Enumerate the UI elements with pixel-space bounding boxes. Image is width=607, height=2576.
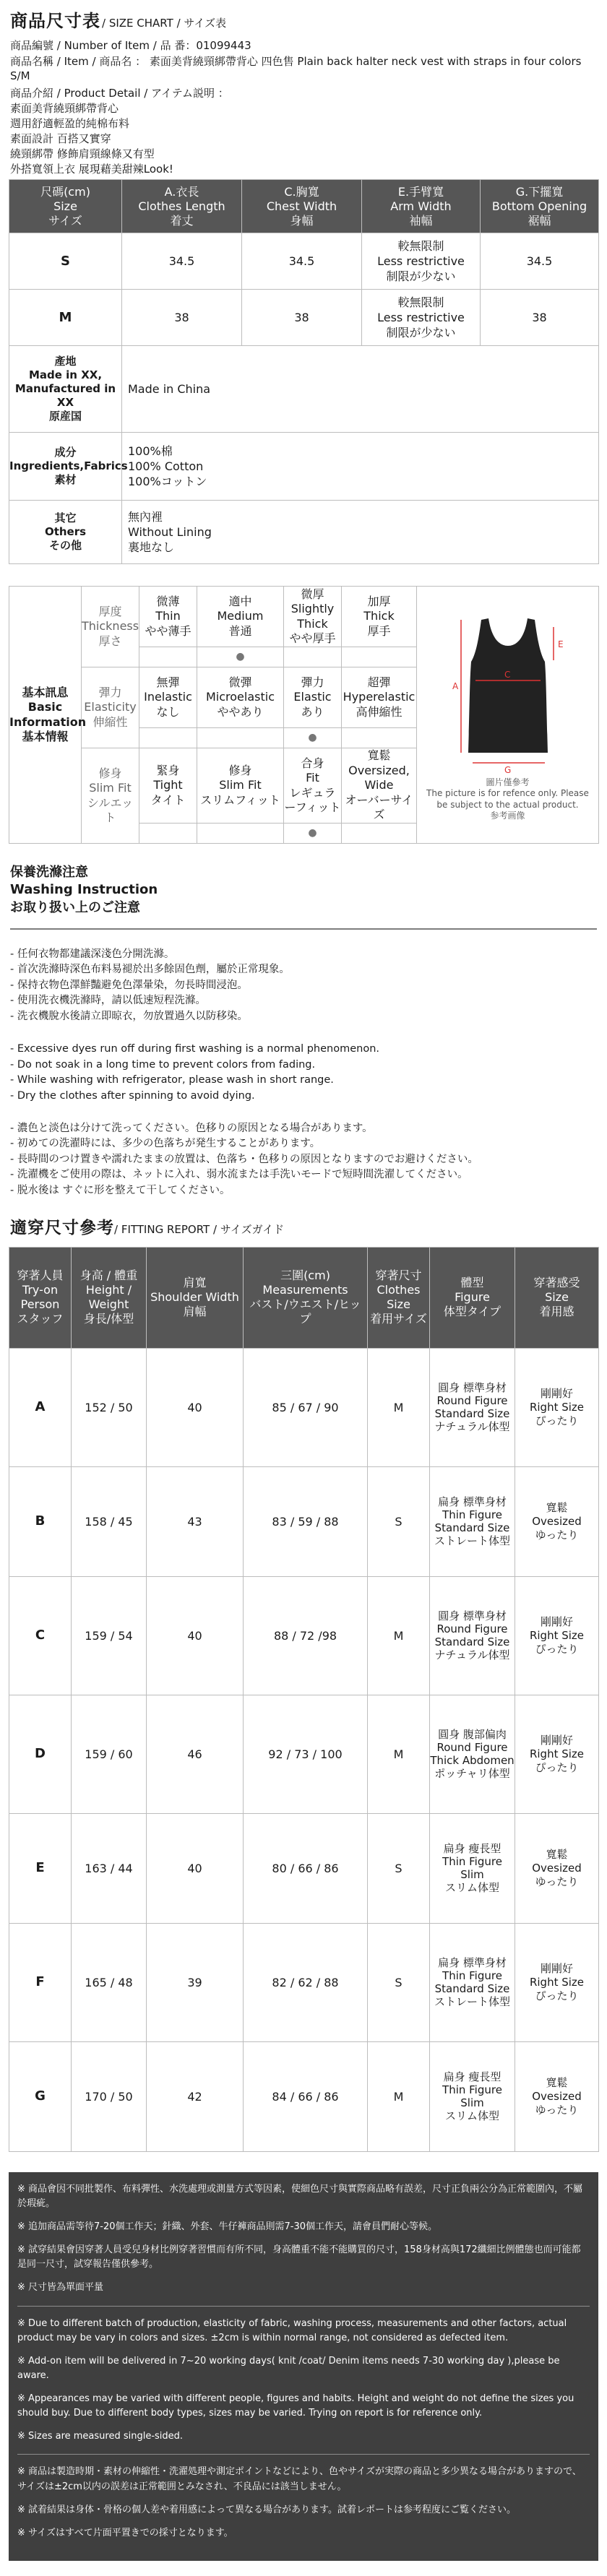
thickness-label: 厚度 Thickness 厚さ bbox=[82, 587, 139, 667]
fitting-figure: 扁身 標準身材 Thin Figure Standard Size ストレート体型 bbox=[430, 1923, 515, 2041]
fitting-person: C bbox=[9, 1576, 72, 1695]
thickness-option: 微厚 Slightly Thick やや厚手 bbox=[284, 587, 342, 647]
size-chart-title bbox=[10, 10, 598, 33]
ingredients-value: 100%棉 100% Cotton 100%コットン bbox=[122, 433, 599, 501]
selected-dot: ● bbox=[197, 647, 284, 667]
basic-info-table bbox=[9, 586, 599, 844]
fitting-measurements: 88 / 72 /98 bbox=[244, 1576, 368, 1695]
size-arm: 較無限制 Less restrictive 制限が少ない bbox=[362, 290, 481, 346]
washing-zh: - 任何衣物都建議深淺色分開洗滌。 - 首次洗滌時深色布料易褪於出多餘固色劑，屬於正常現象。 - 保持衣物色澤鮮豔避免色澤暈染，勿長時間浸泡。 - 使用洗衣機洗滌時，請以低速短程洗滌。 - 洗衣機脫水後請立即晾衣，勿放置過久以防移染。 bbox=[10, 948, 290, 1022]
elasticity-option: 彈力 Elastic あり bbox=[284, 667, 342, 728]
product-detail bbox=[10, 86, 598, 177]
fitting-figure: 圓身 腹部偏肉 Round Figure Thick Abdomen ポッチャリ体型 bbox=[430, 1695, 515, 1813]
fitting-row bbox=[9, 1348, 599, 1466]
fitting-height-weight: 165 / 48 bbox=[72, 1923, 147, 2041]
divider bbox=[17, 2454, 590, 2455]
ingredients-row bbox=[9, 433, 599, 501]
washing-en: - Excessive dyes run off during first washing is a normal phenomenon. - Do not soak in a long time to prevent colors from fading. - While washing with refrigerator, please wash in short range. - Dry the clothes after spinning to avoid dying. bbox=[10, 1043, 379, 1102]
notes-en: ※ Due to different batch of production, elasticity of fabric, washing process, measurements and other factors, actual product may be vary in colors and sizes. ±2cm is within normal range, not considered as defected item. ※ Add-on item will be delivered in 7~20 working days( knit /coat/ Denim items needs 7-30 working day ),please be aware. ※ Appearances may be varied with different people, figures and habits. Height and weight do not define the sizes you should buy. Due to different body types, sizes may be varied. Trying on report is for reference only. ※ Sizes are measured single-sided. bbox=[17, 2317, 574, 2442]
svg-text:G: G bbox=[504, 764, 511, 774]
product-detail-line: 繞頸綁帶 修飾肩頸線條又有型 bbox=[10, 147, 155, 161]
fitting-feel: 剛剛好 Right Size ぴったり bbox=[515, 1348, 599, 1466]
origin-label: 產地 Made in XX, Manufactured in XX 原産国 bbox=[9, 346, 122, 433]
header-chest: C.胸寬 Chest Width 身幅 bbox=[242, 180, 362, 233]
fitting-feel: 寬鬆 Ovesized ゆったり bbox=[515, 1813, 599, 1923]
elasticity-label: 彈力 Elasticity 伸縮性 bbox=[82, 667, 139, 748]
fitting-figure: 扁身 瘦長型 Thin Figure Slim スリム体型 bbox=[430, 2041, 515, 2151]
header-measurements: 三圍(cm) Measurements バスト/ウエスト/ヒップ bbox=[244, 1247, 368, 1348]
size-row-s bbox=[9, 233, 599, 290]
fitting-figure: 扁身 瘦長型 Thin Figure Slim スリム体型 bbox=[430, 1813, 515, 1923]
size-row-m bbox=[9, 290, 599, 346]
fitting-row bbox=[9, 1923, 599, 2041]
size-arm: 較無限制 Less restrictive 制限が少ない bbox=[362, 233, 481, 290]
selected-dot: ● bbox=[284, 824, 342, 844]
selected-dot: ● bbox=[284, 728, 342, 748]
fitting-person: A bbox=[9, 1348, 72, 1466]
fitting-feel: 剛剛好 Right Size ぴったり bbox=[515, 1576, 599, 1695]
fitting-table bbox=[9, 1247, 599, 2152]
fitting-height-weight: 159 / 60 bbox=[72, 1695, 147, 1813]
fitting-height-weight: 159 / 54 bbox=[72, 1576, 147, 1695]
fitting-person: F bbox=[9, 1923, 72, 2041]
size-table bbox=[9, 179, 599, 564]
washing-section bbox=[0, 864, 607, 1198]
fitting-row bbox=[9, 1576, 599, 1695]
fitting-height-weight: 163 / 44 bbox=[72, 1813, 147, 1923]
fitting-clothes-size: M bbox=[368, 1576, 430, 1695]
fitting-shoulder: 40 bbox=[147, 1576, 244, 1695]
fitting-row bbox=[9, 1813, 599, 1923]
garment-diagram bbox=[417, 587, 599, 844]
svg-text:E: E bbox=[557, 639, 564, 649]
fitting-person: B bbox=[9, 1466, 72, 1576]
fitting-feel: 寬鬆 Ovesized ゆったり bbox=[515, 1466, 599, 1576]
fitting-title bbox=[0, 1217, 607, 1239]
size-length: 34.5 bbox=[122, 233, 242, 290]
fitting-height-weight: 152 / 50 bbox=[72, 1348, 147, 1466]
size-bottom: 38 bbox=[481, 290, 599, 346]
fitting-title-sub: / FITTING REPORT / サイズガイド bbox=[114, 1223, 285, 1237]
svg-text:A: A bbox=[452, 680, 458, 691]
ingredients-label: 成分 Ingredients,Fabrics 素材 bbox=[9, 433, 122, 501]
svg-text:C: C bbox=[504, 669, 510, 680]
fitting-measurements: 84 / 66 / 86 bbox=[244, 2041, 368, 2151]
fitting-measurements: 80 / 66 / 86 bbox=[244, 1813, 368, 1923]
fitting-clothes-size: M bbox=[368, 2041, 430, 2151]
item-name: 商品名稱 / Item / 商品名 ： 素面美背繞頸綁帶背心 四色售 Plain back halter neck vest with straps in four colors S/M bbox=[10, 55, 582, 83]
basic-info-label: 基本訊息 Basic Information 基本情報 bbox=[9, 587, 82, 844]
fit-option: 緊身 Tight タイト bbox=[139, 748, 197, 824]
washing-title: 保養洗滌注意 Washing Instruction お取り扱い上のご注意 bbox=[10, 865, 158, 915]
fitting-row bbox=[9, 1466, 599, 1576]
header-arm: E.手臂寬 Arm Width 袖幅 bbox=[362, 180, 481, 233]
fitting-person: G bbox=[9, 2041, 72, 2151]
header-figure: 體型 Figure 体型タイプ bbox=[430, 1247, 515, 1348]
size-length: 38 bbox=[122, 290, 242, 346]
notes-zh: ※ 商品會因不同批製作、布料彈性、水洗處理或測量方式等因素，使細色尺寸與實際商品略有誤差，尺寸正負兩公分為正常範圍內，不屬於瑕疵。 ※ 追加商品需等待7-20個工作天；針織、外套、牛仔褲商品則需7-30個工作天，請會員們耐心等候。 ※ 試穿結果會因穿著人員受兒身材比例穿著習慣而有所不同，身高體重不能不能購買的尺寸，158身材高與172纖細比例體態也而可能都是同一尺寸，試穿報告僅供參考。 ※ 尺寸皆為單面平量 bbox=[17, 2183, 583, 2294]
fit-option: 修身 Slim Fit スリムフィット bbox=[197, 748, 284, 824]
size-chest: 38 bbox=[242, 290, 362, 346]
item-number: 商品編號 / Number of Item / 品 番：01099443 bbox=[10, 38, 251, 52]
header-bottom: G.下擺寬 Bottom Opening 裾幅 bbox=[481, 180, 599, 233]
fitting-body bbox=[9, 1348, 599, 2151]
fitting-measurements: 82 / 62 / 88 bbox=[244, 1923, 368, 2041]
size-chest: 34.5 bbox=[242, 233, 362, 290]
divider bbox=[17, 2306, 590, 2307]
fitting-measurements: 85 / 67 / 90 bbox=[244, 1348, 368, 1466]
fitting-shoulder: 40 bbox=[147, 1348, 244, 1466]
diagram-note: 圖片僅參考 The picture is for refence only. Please be subject to the actual product. 参考画像 bbox=[426, 777, 589, 821]
size-chart-header bbox=[0, 0, 607, 177]
size-chart-title-main: 商品尺寸表 bbox=[10, 11, 100, 31]
fitting-figure: 圓身 標準身材 Round Figure Standard Size ナチュラル体型 bbox=[430, 1576, 515, 1695]
notes-panel bbox=[9, 2172, 598, 2561]
header-person: 穿著人員 Try-on Person スタッフ bbox=[9, 1247, 72, 1348]
fitting-measurements: 92 / 73 / 100 bbox=[244, 1695, 368, 1813]
product-detail-line: 外搭寬領上衣 展現藉美甜辣Look! bbox=[10, 163, 173, 176]
header-height-weight: 身高 / 體重 Height / Weight 身長/体型 bbox=[72, 1247, 147, 1348]
washing-ja: - 濃色と淡色は分けて洗ってください。色移りの原因となる場合があります。 - 初めての洗濯時には、多少の色落ちが発生することがあります。 - 長時間のつけ置きや濡れたままの放置は、色落ち・色移りの原因となりますのでお避けください。 - 洗濯機をご使用の際は、ネットに入れ、弱水流または手洗いモードで短時間洗濯してください。 - 脱水後は すぐに形を整えて干してください。 bbox=[10, 1123, 478, 1196]
fit-option: 寬鬆 Oversized, Wide オーバーサイズ bbox=[342, 748, 417, 824]
divider bbox=[10, 928, 597, 930]
fit-option: 合身 Fit レギュラーフィット bbox=[284, 748, 342, 824]
others-row bbox=[9, 501, 599, 564]
fitting-height-weight: 170 / 50 bbox=[72, 2041, 147, 2151]
header-feel: 穿著感受 Size 着用感 bbox=[515, 1247, 599, 1348]
elasticity-option: 無彈 Inelastic なし bbox=[139, 667, 197, 728]
elasticity-option: 微彈 Microelastic ややあり bbox=[197, 667, 284, 728]
fitting-clothes-size: S bbox=[368, 1813, 430, 1923]
fitting-height-weight: 158 / 45 bbox=[72, 1466, 147, 1576]
size-label: S bbox=[9, 233, 122, 290]
origin-value: Made in China bbox=[122, 346, 599, 433]
header-size: 尺碼(cm) Size サイズ bbox=[9, 180, 122, 233]
header-clothes-size: 穿著尺寸 Clothes Size 着用サイズ bbox=[368, 1247, 430, 1348]
tank-top-diagram-icon bbox=[432, 608, 584, 774]
product-detail-line: 素面美背繞頸綁帶背心 bbox=[10, 102, 119, 116]
thickness-option: 微薄 Thin やや薄手 bbox=[139, 587, 197, 647]
fitting-measurements: 83 / 59 / 88 bbox=[244, 1466, 368, 1576]
fitting-header bbox=[9, 1247, 599, 1348]
thickness-row bbox=[9, 587, 599, 647]
fitting-row bbox=[9, 1695, 599, 1813]
size-bottom: 34.5 bbox=[481, 233, 599, 290]
others-label: 其它 Others その他 bbox=[9, 501, 122, 564]
notes-ja: ※ 商品は製造時期・素材の伸縮性・洗濯処理や測定ポイントなどにより、色やサイズが実際の商品と多少異なる場合がありますので、サイズは±2cm以内の誤差は正常範囲とみなされ、不良品には該当しません。 ※ 試着結果は身体・骨格の個人差や着用感によって異なる場合があります。試着レポートは参考程度にご覧ください。 ※ サイズはすべて片面平置きでの採寸となります。 bbox=[17, 2466, 582, 2538]
fitting-figure: 扁身 標準身材 Thin Figure Standard Size ストレート体型 bbox=[430, 1466, 515, 1576]
product-detail-line: 週用舒適輕盈的純棉布料 bbox=[10, 117, 130, 131]
fitting-clothes-size: S bbox=[368, 1466, 430, 1576]
fitting-feel: 剛剛好 Right Size ぴったり bbox=[515, 1695, 599, 1813]
fitting-feel: 剛剛好 Right Size ぴったり bbox=[515, 1923, 599, 2041]
fitting-feel: 寬鬆 Ovesized ゆったり bbox=[515, 2041, 599, 2151]
product-detail-heading: 商品介紹 / Product Detail / アイテム説明 ： bbox=[10, 87, 229, 100]
header-shoulder: 肩寬 Shoulder Width 肩幅 bbox=[147, 1247, 244, 1348]
fitting-title-main: 適穿尺寸參考 bbox=[10, 1219, 114, 1238]
elasticity-option: 超彈 Hyperelastic 高伸縮性 bbox=[342, 667, 417, 728]
header-length: A.衣長 Clothes Length 着丈 bbox=[122, 180, 242, 233]
fitting-shoulder: 46 bbox=[147, 1695, 244, 1813]
fitting-clothes-size: M bbox=[368, 1348, 430, 1466]
size-label: M bbox=[9, 290, 122, 346]
fitting-figure: 圓身 標準身材 Round Figure Standard Size ナチュラル体型 bbox=[430, 1348, 515, 1466]
fitting-person: E bbox=[9, 1813, 72, 1923]
fitting-clothes-size: S bbox=[368, 1923, 430, 2041]
fitting-row bbox=[9, 2041, 599, 2151]
fitting-person: D bbox=[9, 1695, 72, 1813]
fitting-shoulder: 40 bbox=[147, 1813, 244, 1923]
fit-label: 修身 Slim Fit シルエット bbox=[82, 748, 139, 844]
fitting-shoulder: 39 bbox=[147, 1923, 244, 2041]
size-chart-title-sub: / SIZE CHART / サイズ表 bbox=[102, 17, 227, 30]
thickness-option: 加厚 Thick 厚手 bbox=[342, 587, 417, 647]
fitting-shoulder: 42 bbox=[147, 2041, 244, 2151]
size-table-header bbox=[9, 180, 599, 233]
thickness-option: 適中 Medium 普通 bbox=[197, 587, 284, 647]
fitting-clothes-size: M bbox=[368, 1695, 430, 1813]
origin-row bbox=[9, 346, 599, 433]
fitting-shoulder: 43 bbox=[147, 1466, 244, 1576]
product-detail-line: 素面設計 百搭又實穿 bbox=[10, 132, 111, 146]
others-value: 無內裡 Without Lining 裏地なし bbox=[122, 501, 599, 564]
